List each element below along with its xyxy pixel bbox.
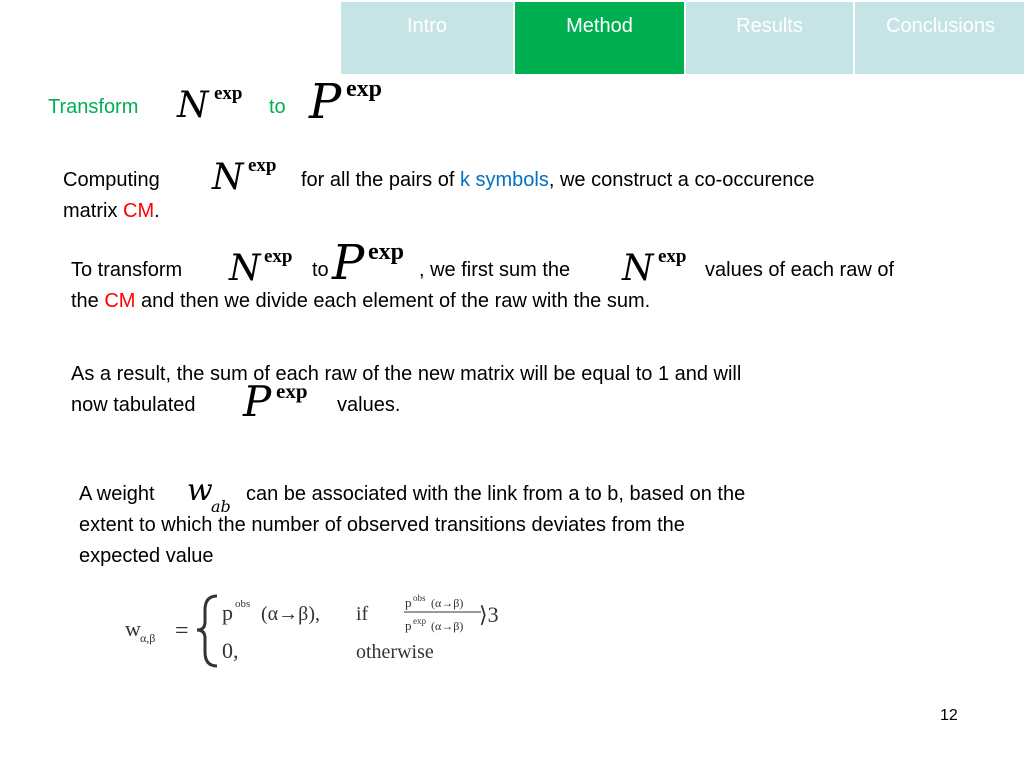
text-values: values. <box>337 394 401 416</box>
text-middle: for all the pairs of <box>301 169 460 191</box>
text-computing: Computing <box>63 169 160 191</box>
text-line1-rest: can be associated with the link from a to b, based on the <box>246 483 746 505</box>
text-line1: As a result, the sum of each raw of the new matrix will be equal to 1 and will <box>71 363 742 385</box>
formula-equals: = <box>175 618 189 644</box>
text-now-tabulated: now tabulated <box>71 394 196 416</box>
formula-if: if <box>356 603 369 625</box>
text-cm: CM <box>104 290 136 312</box>
formula-num-p: p <box>405 595 412 610</box>
text-line <box>301 165 815 196</box>
tab-intro[interactable]: Intro <box>341 2 513 74</box>
math-exp: exp <box>214 83 243 104</box>
heading-transform: Transform <box>48 96 139 118</box>
text-line <box>63 196 160 227</box>
weight-formula <box>125 590 525 670</box>
math-p: P <box>332 235 365 291</box>
math-exp: exp <box>368 239 404 265</box>
section-nav <box>341 2 1024 74</box>
math-w: w <box>187 473 213 508</box>
text-tail: , we construct a co-occurence <box>548 169 815 191</box>
text-the: the <box>71 290 105 312</box>
text-period: . <box>154 200 160 222</box>
math-n: N <box>212 157 244 198</box>
formula-arg: (α→β), <box>261 603 320 625</box>
formula-lhs: w <box>125 616 141 641</box>
brace-icon <box>197 596 217 666</box>
formula-obs: obs <box>235 598 251 610</box>
page-number: 12 <box>940 707 958 724</box>
math-n: N <box>177 85 209 126</box>
heading-to: to <box>269 96 286 118</box>
tab-method[interactable]: Method <box>513 2 684 74</box>
text-line <box>71 286 650 317</box>
formula-otherwise: otherwise <box>356 641 434 663</box>
text-cm: CM <box>123 200 155 222</box>
math-exp: exp <box>658 246 687 267</box>
math-p: P <box>243 377 272 426</box>
text-to: to <box>312 259 329 281</box>
math-exp: exp <box>276 379 308 403</box>
tab-results[interactable]: Results <box>684 2 853 74</box>
math-p: P <box>309 74 342 130</box>
text-values-each: values of each raw of <box>705 259 894 281</box>
formula-num-obs: obs <box>413 593 426 603</box>
formula-case1-p: p <box>222 600 233 625</box>
math-exp: exp <box>346 76 382 102</box>
formula-ratio-den: (α→β) <box>431 619 464 633</box>
formula-den-exp: exp <box>413 616 426 626</box>
math-ab: ab <box>211 497 231 516</box>
formula-zero: 0, <box>222 638 239 663</box>
text-line2: extent to which the number of observed transitions deviates from the <box>79 514 685 536</box>
tab-conclusions[interactable]: Conclusions <box>853 2 1024 74</box>
text-a-weight: A weight <box>79 483 155 505</box>
text-rest: and then we divide each element of the raw with the sum. <box>135 290 651 312</box>
math-n: N <box>622 248 654 289</box>
text-k-symbols: k symbols <box>459 169 549 191</box>
math-n: N <box>229 248 261 289</box>
text-first-sum: , we first sum the <box>419 259 571 281</box>
math-exp: exp <box>248 155 277 176</box>
text-line3: expected value <box>79 545 214 567</box>
formula-lhs-sub: α,β <box>140 631 156 645</box>
formula-gt: ⟩3 <box>479 602 499 627</box>
math-exp: exp <box>264 246 293 267</box>
formula-ratio-num: (α→β) <box>431 596 464 610</box>
text-to-transform: To transform <box>71 259 183 281</box>
text-matrix: matrix <box>63 200 123 222</box>
formula-den-p: p <box>405 618 412 633</box>
